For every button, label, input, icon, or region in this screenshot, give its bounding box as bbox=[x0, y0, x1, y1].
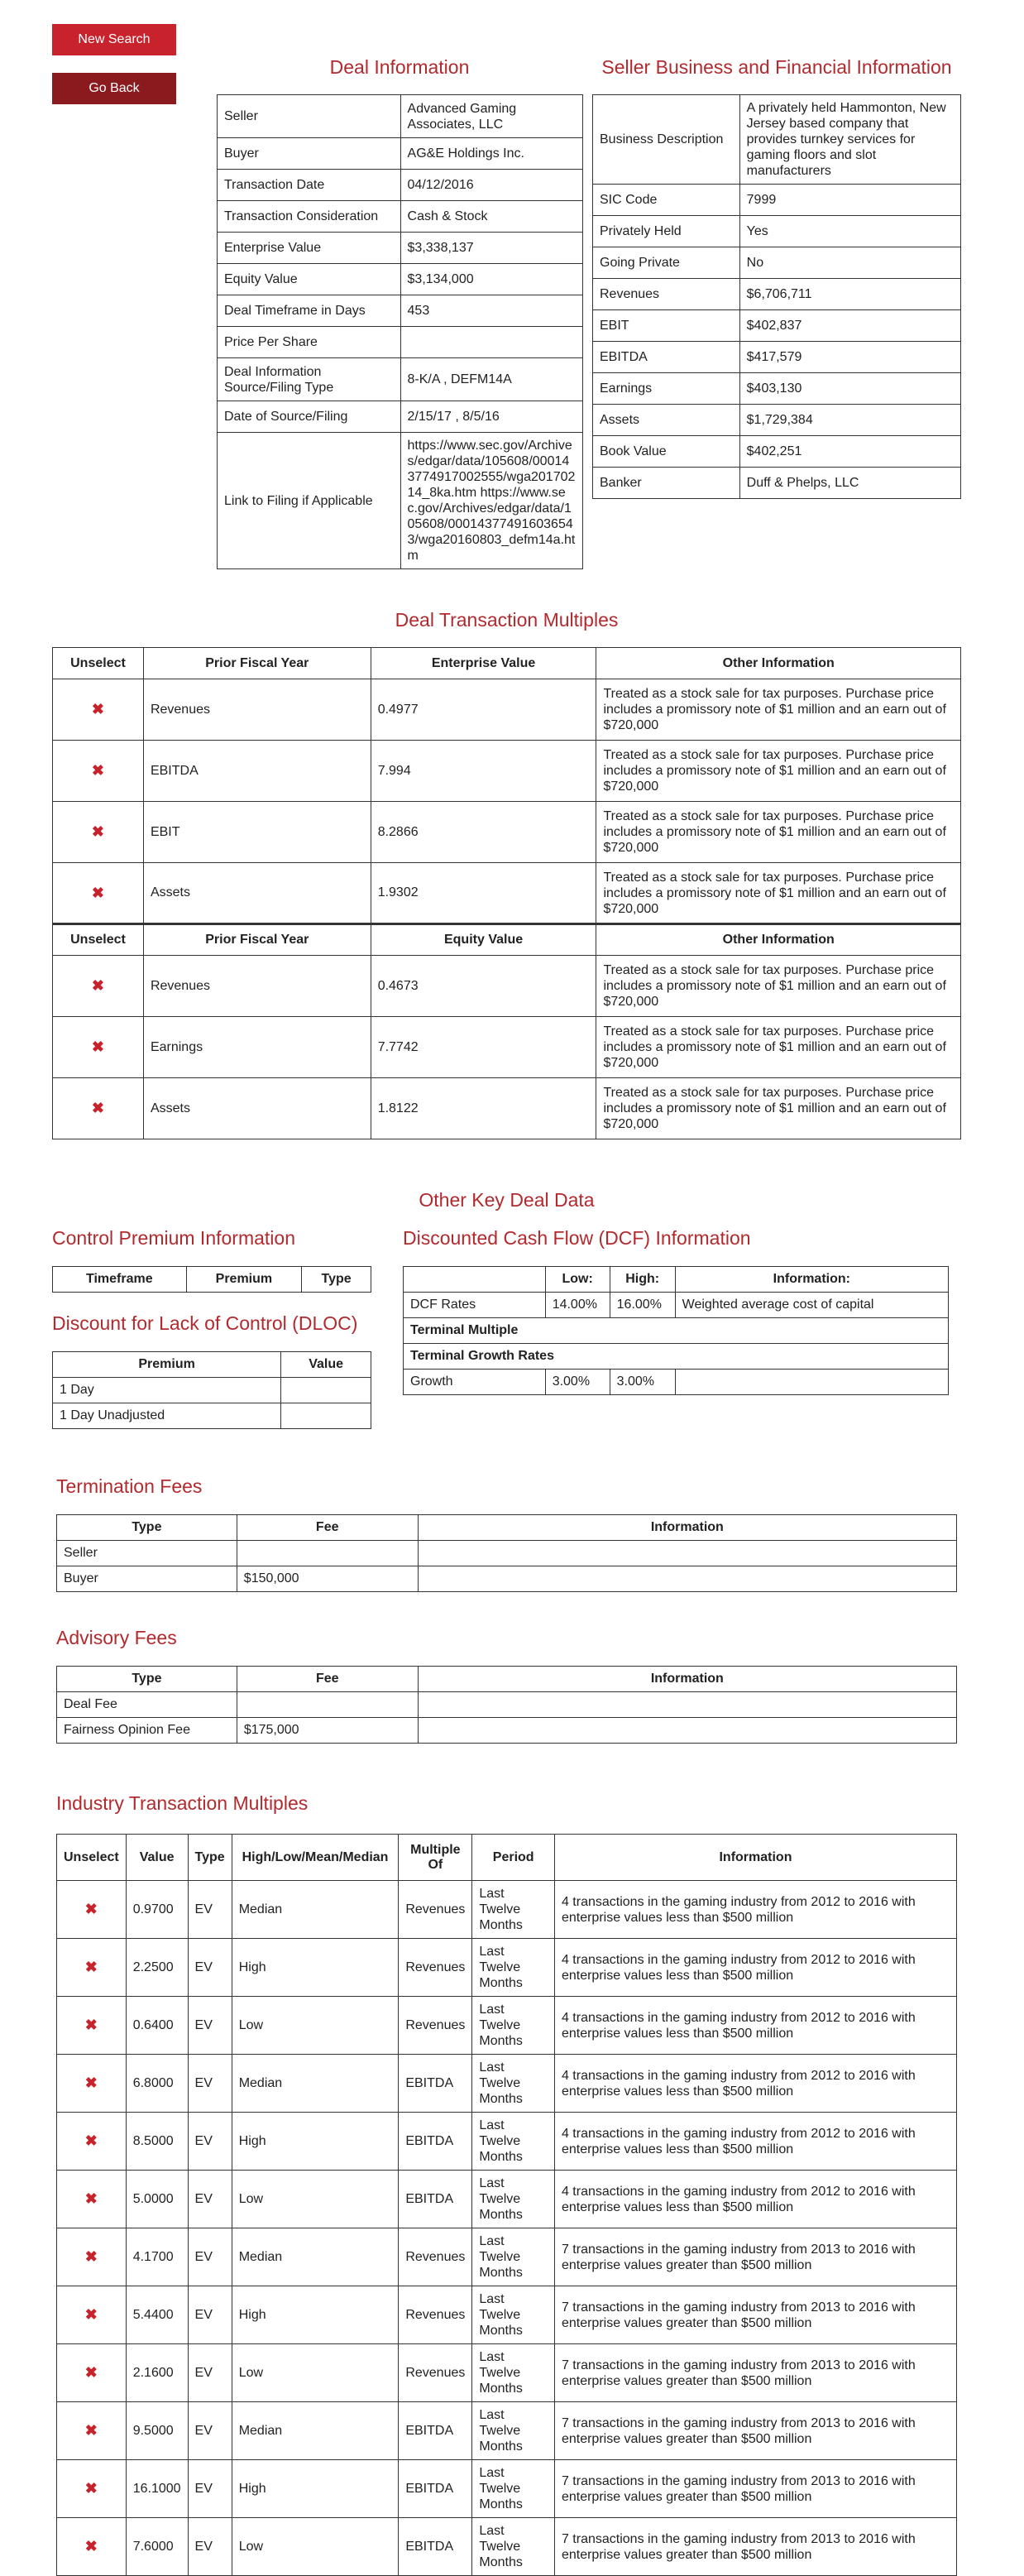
industry-multiples-table bbox=[56, 1834, 957, 2576]
column-header: Unselect bbox=[53, 924, 144, 956]
unselect-icon[interactable]: ✖ bbox=[57, 2286, 127, 2344]
fee-amount bbox=[237, 1692, 418, 1718]
multiple-value: 6.8000 bbox=[126, 2055, 188, 2113]
information: 7 transactions in the gaming industry from 2013 to 2016 with enterprise values greater than $500 million bbox=[554, 2286, 956, 2344]
column-header: Information bbox=[418, 1667, 956, 1692]
information: 4 transactions in the gaming industry from 2012 to 2016 with enterprise values less than $500 million bbox=[554, 2055, 956, 2113]
control-premium-table bbox=[52, 1266, 371, 1293]
multiple-value: 0.4673 bbox=[371, 956, 596, 1017]
column-header: Prior Fiscal Year bbox=[143, 924, 371, 956]
table-row bbox=[53, 863, 961, 924]
multiple-value: 7.7742 bbox=[371, 1017, 596, 1078]
dcf-title: Discounted Cash Flow (DCF) Information bbox=[403, 1227, 751, 1249]
table-row bbox=[57, 1692, 957, 1718]
statistic: Median bbox=[232, 2055, 399, 2113]
deal-field-value: $3,134,000 bbox=[400, 264, 582, 295]
column-header: High/Low/Mean/Median bbox=[232, 1835, 399, 1881]
table-row bbox=[57, 2402, 957, 2460]
header-row bbox=[53, 924, 961, 956]
column-header: Information bbox=[554, 1835, 956, 1881]
table-row bbox=[593, 468, 961, 499]
table-row bbox=[218, 95, 583, 138]
deal-multiples-title: Deal Transaction Multiples bbox=[395, 609, 619, 631]
multiple-of: Revenues bbox=[399, 1939, 472, 1997]
column-header: Timeframe bbox=[53, 1267, 187, 1293]
information: 4 transactions in the gaming industry from 2012 to 2016 with enterprise values less than $500 million bbox=[554, 1939, 956, 1997]
seller-field-label: EBIT bbox=[593, 310, 740, 342]
multiple-value: 9.5000 bbox=[126, 2402, 188, 2460]
table-row bbox=[404, 1293, 949, 1318]
seller-field-label: Revenues bbox=[593, 279, 740, 310]
fee-info bbox=[418, 1718, 956, 1744]
information: 4 transactions in the gaming industry from 2012 to 2016 with enterprise values less than $500 million bbox=[554, 2113, 956, 2171]
period: Last Twelve Months bbox=[472, 2171, 555, 2228]
seller-field-value: Yes bbox=[739, 216, 960, 247]
multiple-type: EV bbox=[188, 2460, 232, 2518]
statistic: High bbox=[232, 2460, 399, 2518]
deal-field-label: Date of Source/Filing bbox=[218, 401, 401, 433]
table-row bbox=[593, 373, 961, 405]
column-header: Other Information bbox=[596, 648, 961, 679]
table-row bbox=[53, 1378, 371, 1403]
unselect-icon[interactable]: ✖ bbox=[57, 2402, 127, 2460]
deal-field-label: Price Per Share bbox=[218, 327, 401, 358]
column-header: Information bbox=[418, 1515, 956, 1541]
column-header: Period bbox=[472, 1835, 555, 1881]
information: 7 transactions in the gaming industry from 2013 to 2016 with enterprise values greater than $500 million bbox=[554, 2460, 956, 2518]
dcf-info bbox=[675, 1370, 948, 1395]
industry-multiples-title: Industry Transaction Multiples bbox=[56, 1792, 309, 1814]
column-header: Value bbox=[126, 1835, 188, 1881]
period: Last Twelve Months bbox=[472, 2460, 555, 2518]
fee-type: Buyer bbox=[57, 1566, 237, 1592]
seller-field-value: A privately held Hammonton, New Jersey based company that provides turnkey services for gaming floors and slot manufacturers bbox=[739, 95, 960, 185]
table-row bbox=[57, 2171, 957, 2228]
multiple-value: 5.4400 bbox=[126, 2286, 188, 2344]
new-search-button[interactable]: New Search bbox=[52, 24, 176, 55]
table-row bbox=[57, 2055, 957, 2113]
information: 4 transactions in the gaming industry from 2012 to 2016 with enterprise values less than $500 million bbox=[554, 1881, 956, 1939]
multiple-of: EBITDA bbox=[399, 2171, 472, 2228]
table-row bbox=[57, 1881, 957, 1939]
deal-field-value: Cash & Stock bbox=[400, 201, 582, 233]
unselect-icon[interactable]: ✖ bbox=[53, 863, 144, 924]
table-row bbox=[218, 138, 583, 170]
unselect-icon[interactable]: ✖ bbox=[57, 2171, 127, 2228]
seller-field-value: $1,729,384 bbox=[739, 405, 960, 436]
table-row bbox=[593, 310, 961, 342]
table-row bbox=[593, 436, 961, 468]
multiple-value: 5.0000 bbox=[126, 2171, 188, 2228]
multiple-value: 2.2500 bbox=[126, 1939, 188, 1997]
fee-type: Fairness Opinion Fee bbox=[57, 1718, 237, 1744]
unselect-icon[interactable]: ✖ bbox=[53, 802, 144, 863]
column-header: Unselect bbox=[53, 648, 144, 679]
multiple-type: EV bbox=[188, 1881, 232, 1939]
deal-field-label: Enterprise Value bbox=[218, 233, 401, 264]
deal-field-value: $3,338,137 bbox=[400, 233, 582, 264]
multiple-type: EV bbox=[188, 2344, 232, 2402]
dcf-high: 16.00% bbox=[610, 1293, 675, 1318]
dcf-label: DCF Rates bbox=[404, 1293, 546, 1318]
multiple-of: EBITDA bbox=[399, 2518, 472, 2576]
seller-field-label: Going Private bbox=[593, 247, 740, 279]
multiple-value: 0.9700 bbox=[126, 1881, 188, 1939]
table-row bbox=[53, 802, 961, 863]
column-header: Enterprise Value bbox=[371, 648, 596, 679]
column-header: Type bbox=[57, 1667, 237, 1692]
table-row bbox=[218, 201, 583, 233]
deal-field-value: 8-K/A , DEFM14A bbox=[400, 358, 582, 401]
other-information: Treated as a stock sale for tax purposes. Purchase price includes a promissory note of $1 million and an earn out of $720,000 bbox=[596, 679, 961, 741]
table-row bbox=[53, 1017, 961, 1078]
seller-info-table bbox=[592, 94, 961, 499]
seller-field-label: SIC Code bbox=[593, 185, 740, 216]
multiple-of: Revenues bbox=[399, 2286, 472, 2344]
information: 4 transactions in the gaming industry from 2012 to 2016 with enterprise values less than $500 million bbox=[554, 1997, 956, 2055]
column-header: Multiple Of bbox=[399, 1835, 472, 1881]
column-header: Information: bbox=[675, 1267, 948, 1293]
unselect-icon[interactable]: ✖ bbox=[53, 1017, 144, 1078]
dcf-low: 14.00% bbox=[545, 1293, 610, 1318]
table-row bbox=[218, 170, 583, 201]
deal-field-value: 04/12/2016 bbox=[400, 170, 582, 201]
multiple-type: EV bbox=[188, 2518, 232, 2576]
multiple-type: EV bbox=[188, 2113, 232, 2171]
deal-multiples-table bbox=[52, 647, 961, 1139]
dloc-title: Discount for Lack of Control (DLOC) bbox=[52, 1312, 358, 1334]
seller-field-value: Duff & Phelps, LLC bbox=[739, 468, 960, 499]
table-row bbox=[53, 1403, 371, 1429]
dcf-high: 3.00% bbox=[610, 1370, 675, 1395]
column-header: Type bbox=[302, 1267, 371, 1293]
dloc-table bbox=[52, 1351, 371, 1429]
information: 7 transactions in the gaming industry from 2013 to 2016 with enterprise values greater than $500 million bbox=[554, 2518, 956, 2576]
period: Last Twelve Months bbox=[472, 2344, 555, 2402]
column-header: Other Information bbox=[596, 924, 961, 956]
information: 4 transactions in the gaming industry from 2012 to 2016 with enterprise values less than $500 million bbox=[554, 2171, 956, 2228]
multiple-type: EV bbox=[188, 2286, 232, 2344]
terminal-growth-label: Terminal Growth Rates bbox=[404, 1344, 949, 1370]
multiple-value: 8.5000 bbox=[126, 2113, 188, 2171]
table-row bbox=[593, 405, 961, 436]
deal-field-label: Equity Value bbox=[218, 264, 401, 295]
unselect-icon[interactable]: ✖ bbox=[57, 2055, 127, 2113]
fee-amount bbox=[237, 1541, 418, 1566]
fee-amount: $150,000 bbox=[237, 1566, 418, 1592]
information: 7 transactions in the gaming industry from 2013 to 2016 with enterprise values greater than $500 million bbox=[554, 2402, 956, 2460]
multiple-value: 0.6400 bbox=[126, 1997, 188, 2055]
table-row bbox=[218, 295, 583, 327]
dloc-label: 1 Day Unadjusted bbox=[53, 1403, 281, 1429]
column-header: Value bbox=[281, 1352, 371, 1378]
deal-information-title: Deal Information bbox=[329, 56, 470, 78]
column-header: Fee bbox=[237, 1515, 418, 1541]
table-row bbox=[593, 247, 961, 279]
column-header: Low: bbox=[545, 1267, 610, 1293]
deal-field-label: Transaction Consideration bbox=[218, 201, 401, 233]
other-information: Treated as a stock sale for tax purposes. Purchase price includes a promissory note of $1 million and an earn out of $720,000 bbox=[596, 1078, 961, 1139]
multiple-type: EV bbox=[188, 1997, 232, 2055]
table-row bbox=[53, 956, 961, 1017]
table-row bbox=[57, 2286, 957, 2344]
seller-field-label: Earnings bbox=[593, 373, 740, 405]
statistic: Low bbox=[232, 2344, 399, 2402]
other-information: Treated as a stock sale for tax purposes. Purchase price includes a promissory note of $1 million and an earn out of $720,000 bbox=[596, 741, 961, 802]
fee-info bbox=[418, 1566, 956, 1592]
table-row bbox=[593, 185, 961, 216]
table-row bbox=[53, 1078, 961, 1139]
dcf-label: Growth bbox=[404, 1370, 546, 1395]
seller-field-label: Book Value bbox=[593, 436, 740, 468]
table-row bbox=[404, 1370, 949, 1395]
column-header bbox=[404, 1267, 546, 1293]
fee-info bbox=[418, 1541, 956, 1566]
table-row bbox=[57, 1566, 957, 1592]
unselect-icon[interactable]: ✖ bbox=[53, 956, 144, 1017]
multiple-type: EV bbox=[188, 2055, 232, 2113]
terminal-multiple-label: Terminal Multiple bbox=[404, 1318, 949, 1344]
other-information: Treated as a stock sale for tax purposes. Purchase price includes a promissory note of $1 million and an earn out of $720,000 bbox=[596, 802, 961, 863]
deal-field-label: Seller bbox=[218, 95, 401, 138]
termination-fees-table bbox=[56, 1514, 957, 1592]
table-row bbox=[218, 358, 583, 401]
multiple-value: 16.1000 bbox=[126, 2460, 188, 2518]
deal-field-value: Advanced Gaming Associates, LLC bbox=[400, 95, 582, 138]
dloc-value bbox=[281, 1378, 371, 1403]
table-row bbox=[218, 233, 583, 264]
multiple-value: 0.4977 bbox=[371, 679, 596, 741]
fiscal-year: EBIT bbox=[143, 802, 371, 863]
other-information: Treated as a stock sale for tax purposes. Purchase price includes a promissory note of $1 million and an earn out of $720,000 bbox=[596, 956, 961, 1017]
multiple-type: EV bbox=[188, 2228, 232, 2286]
column-header: High: bbox=[610, 1267, 675, 1293]
statistic: Median bbox=[232, 1881, 399, 1939]
multiple-type: EV bbox=[188, 2171, 232, 2228]
deal-field-value[interactable]: https://www.sec.gov/Archives/edgar/data/105608/000143774917002555/wga20170214_8ka.htm https://www.sec.gov/Archives/edgar/data/105608/000143774916036543/wga20160803_defm14a.htm bbox=[400, 433, 582, 569]
period: Last Twelve Months bbox=[472, 2402, 555, 2460]
deal-field-label: Deal Information Source/Filing Type bbox=[218, 358, 401, 401]
dcf-low: 3.00% bbox=[545, 1370, 610, 1395]
period: Last Twelve Months bbox=[472, 1997, 555, 2055]
table-row bbox=[218, 401, 583, 433]
period: Last Twelve Months bbox=[472, 1881, 555, 1939]
termination-fees-title: Termination Fees bbox=[56, 1475, 203, 1497]
table-row bbox=[57, 2518, 957, 2576]
unselect-icon[interactable]: ✖ bbox=[57, 2344, 127, 2402]
table-row bbox=[593, 342, 961, 373]
fee-info bbox=[418, 1692, 956, 1718]
seller-info-title: Seller Business and Financial Information bbox=[601, 56, 952, 78]
unselect-icon[interactable]: ✖ bbox=[57, 2228, 127, 2286]
fiscal-year: Earnings bbox=[143, 1017, 371, 1078]
dcf-info: Weighted average cost of capital bbox=[675, 1293, 948, 1318]
multiple-value: 1.8122 bbox=[371, 1078, 596, 1139]
multiple-of: EBITDA bbox=[399, 2113, 472, 2171]
other-deal-data-title: Other Key Deal Data bbox=[419, 1189, 595, 1211]
seller-field-value: No bbox=[739, 247, 960, 279]
statistic: Low bbox=[232, 2518, 399, 2576]
unselect-icon[interactable]: ✖ bbox=[57, 2518, 127, 2576]
dloc-label: 1 Day bbox=[53, 1378, 281, 1403]
column-header: Premium bbox=[53, 1352, 281, 1378]
deal-field-label: Deal Timeframe in Days bbox=[218, 295, 401, 327]
multiple-value: 4.1700 bbox=[126, 2228, 188, 2286]
fiscal-year: Revenues bbox=[143, 956, 371, 1017]
table-row bbox=[593, 216, 961, 247]
seller-field-value: $402,251 bbox=[739, 436, 960, 468]
multiple-of: Revenues bbox=[399, 1997, 472, 2055]
period: Last Twelve Months bbox=[472, 2055, 555, 2113]
seller-field-value: $417,579 bbox=[739, 342, 960, 373]
statistic: Median bbox=[232, 2402, 399, 2460]
table-row bbox=[57, 1939, 957, 1997]
multiple-of: EBITDA bbox=[399, 2460, 472, 2518]
control-premium-title: Control Premium Information bbox=[52, 1227, 295, 1249]
header-row bbox=[53, 648, 961, 679]
table-row bbox=[57, 1997, 957, 2055]
multiple-of: Revenues bbox=[399, 2344, 472, 2402]
other-information: Treated as a stock sale for tax purposes. Purchase price includes a promissory note of $1 million and an earn out of $720,000 bbox=[596, 863, 961, 924]
table-row bbox=[218, 327, 583, 358]
multiple-of: Revenues bbox=[399, 1881, 472, 1939]
statistic: High bbox=[232, 2113, 399, 2171]
column-header: Type bbox=[57, 1515, 237, 1541]
fiscal-year: EBITDA bbox=[143, 741, 371, 802]
deal-information-table bbox=[217, 94, 583, 569]
statistic: Median bbox=[232, 2228, 399, 2286]
multiple-value: 7.994 bbox=[371, 741, 596, 802]
advisory-fees-title: Advisory Fees bbox=[56, 1627, 177, 1648]
period: Last Twelve Months bbox=[472, 2286, 555, 2344]
seller-field-value: 7999 bbox=[739, 185, 960, 216]
statistic: High bbox=[232, 2286, 399, 2344]
table-row bbox=[218, 264, 583, 295]
multiple-of: Revenues bbox=[399, 2228, 472, 2286]
table-row bbox=[57, 2113, 957, 2171]
advisory-fees-table bbox=[56, 1666, 957, 1744]
deal-field-value: 2/15/17 , 8/5/16 bbox=[400, 401, 582, 433]
column-header: Premium bbox=[186, 1267, 302, 1293]
multiple-type: EV bbox=[188, 2402, 232, 2460]
table-row bbox=[57, 1541, 957, 1566]
deal-field-label: Link to Filing if Applicable bbox=[218, 433, 401, 569]
deal-field-value bbox=[400, 327, 582, 358]
deal-field-label: Transaction Date bbox=[218, 170, 401, 201]
column-header: Fee bbox=[237, 1667, 418, 1692]
multiple-value: 8.2866 bbox=[371, 802, 596, 863]
deal-field-label: Buyer bbox=[218, 138, 401, 170]
table-row bbox=[57, 2344, 957, 2402]
header-row bbox=[57, 1835, 957, 1881]
period: Last Twelve Months bbox=[472, 1939, 555, 1997]
fiscal-year: Assets bbox=[143, 863, 371, 924]
table-row bbox=[53, 741, 961, 802]
fee-type: Seller bbox=[57, 1541, 237, 1566]
table-row bbox=[404, 1344, 949, 1370]
unselect-icon[interactable]: ✖ bbox=[53, 679, 144, 741]
table-row bbox=[57, 1718, 957, 1744]
seller-field-value: $403,130 bbox=[739, 373, 960, 405]
period: Last Twelve Months bbox=[472, 2228, 555, 2286]
unselect-icon[interactable]: ✖ bbox=[57, 2460, 127, 2518]
multiple-value: 7.6000 bbox=[126, 2518, 188, 2576]
multiple-value: 2.1600 bbox=[126, 2344, 188, 2402]
multiple-of: EBITDA bbox=[399, 2402, 472, 2460]
table-row bbox=[218, 433, 583, 569]
unselect-icon[interactable]: ✖ bbox=[53, 1078, 144, 1139]
column-header: Prior Fiscal Year bbox=[143, 648, 371, 679]
fiscal-year: Assets bbox=[143, 1078, 371, 1139]
seller-field-value: $402,837 bbox=[739, 310, 960, 342]
dloc-value bbox=[281, 1403, 371, 1429]
unselect-icon[interactable]: ✖ bbox=[53, 741, 144, 802]
column-header: Equity Value bbox=[371, 924, 596, 956]
table-row bbox=[593, 279, 961, 310]
statistic: High bbox=[232, 1939, 399, 1997]
statistic: Low bbox=[232, 1997, 399, 2055]
table-row bbox=[53, 679, 961, 741]
unselect-icon[interactable]: ✖ bbox=[57, 1939, 127, 1997]
seller-field-label: Banker bbox=[593, 468, 740, 499]
table-row bbox=[57, 2228, 957, 2286]
fee-type: Deal Fee bbox=[57, 1692, 237, 1718]
dcf-table bbox=[403, 1266, 949, 1395]
seller-field-label: Privately Held bbox=[593, 216, 740, 247]
fee-amount: $175,000 bbox=[237, 1718, 418, 1744]
table-row bbox=[57, 2460, 957, 2518]
deal-field-value: 453 bbox=[400, 295, 582, 327]
information: 7 transactions in the gaming industry from 2013 to 2016 with enterprise values greater than $500 million bbox=[554, 2344, 956, 2402]
fiscal-year: Revenues bbox=[143, 679, 371, 741]
seller-field-label: Business Description bbox=[593, 95, 740, 185]
unselect-icon[interactable]: ✖ bbox=[57, 2113, 127, 2171]
seller-field-label: EBITDA bbox=[593, 342, 740, 373]
table-row bbox=[404, 1318, 949, 1344]
unselect-icon[interactable]: ✖ bbox=[57, 1997, 127, 2055]
column-header: Unselect bbox=[57, 1835, 127, 1881]
column-header: Type bbox=[188, 1835, 232, 1881]
seller-field-label: Assets bbox=[593, 405, 740, 436]
multiple-type: EV bbox=[188, 1939, 232, 1997]
multiple-of: EBITDA bbox=[399, 2055, 472, 2113]
multiple-value: 1.9302 bbox=[371, 863, 596, 924]
unselect-icon[interactable]: ✖ bbox=[57, 1881, 127, 1939]
deal-field-value: AG&E Holdings Inc. bbox=[400, 138, 582, 170]
statistic: Low bbox=[232, 2171, 399, 2228]
information: 7 transactions in the gaming industry from 2013 to 2016 with enterprise values greater than $500 million bbox=[554, 2228, 956, 2286]
go-back-button[interactable]: Go Back bbox=[52, 73, 176, 104]
seller-field-value: $6,706,711 bbox=[739, 279, 960, 310]
period: Last Twelve Months bbox=[472, 2518, 555, 2576]
table-row bbox=[593, 95, 961, 185]
period: Last Twelve Months bbox=[472, 2113, 555, 2171]
other-information: Treated as a stock sale for tax purposes. Purchase price includes a promissory note of $1 million and an earn out of $720,000 bbox=[596, 1017, 961, 1078]
